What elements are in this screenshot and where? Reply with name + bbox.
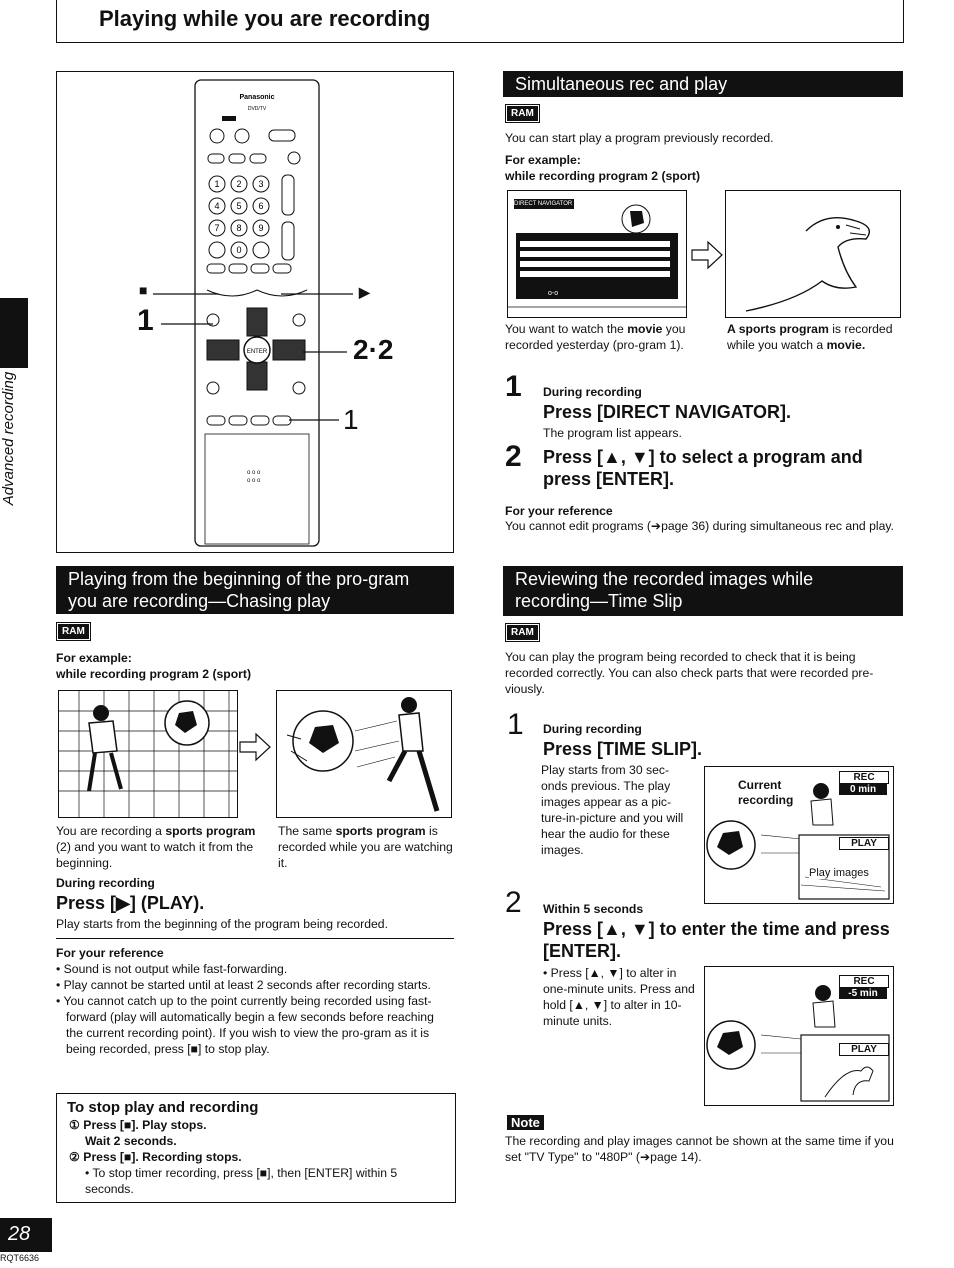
simultaneous-step-1-press: Press [DIRECT NAVIGATOR]. <box>543 402 792 422</box>
arrow-right-icon <box>690 238 724 272</box>
time-slip-intro: You can play the program being recorded to check that it is being recorded correctly. You can also check parts that were recorded pre-viously. <box>505 650 874 696</box>
svg-text:7: 7 <box>214 223 220 233</box>
chasing-when: During recording <box>56 876 155 890</box>
recording-soccer-illustration <box>58 690 238 818</box>
svg-text:6: 6 <box>258 201 264 211</box>
current-recording-label: Current recording <box>738 778 794 807</box>
chasing-press-note: Play starts from the beginning of the program being recorded. <box>56 917 388 931</box>
svg-text:9: 9 <box>258 223 264 233</box>
chasing-reference-list <box>56 961 454 1057</box>
list-item: • Play cannot be started until at least 2 seconds after recording starts. <box>56 978 431 992</box>
direct-navigator-screen-illustration <box>507 190 687 318</box>
time-slip-step-2-number: 2 <box>505 886 522 919</box>
play-label: PLAY <box>839 1043 889 1056</box>
stop-box-line-3: ② Press [■]. Recording stops. <box>69 1150 242 1164</box>
simultaneous-intro: You can start play a program previously recorded. <box>505 131 774 145</box>
simultaneous-step-1-when: During recording <box>543 385 642 399</box>
simultaneous-reference-title: For your reference <box>505 504 613 518</box>
svg-text:0: 0 <box>236 245 242 255</box>
simultaneous-step-2-press: Press [▲, ▼] to select a program and press [ENTER]. <box>543 447 863 489</box>
document-code: RQT6636 <box>0 1253 40 1263</box>
svg-text:o o o: o o o <box>247 470 261 476</box>
chasing-example-text: while recording program 2 (sport) <box>56 667 252 681</box>
svg-text:4: 4 <box>214 201 220 211</box>
divider <box>56 938 454 939</box>
side-section-label: Advanced recording <box>0 371 18 506</box>
time-slip-step-1-text: Play starts from 30 sec-onds previous. The play images appear as a pic-ture-in-picture and you will hear the audio for these images. <box>541 763 684 857</box>
note-badge: Note <box>507 1115 544 1130</box>
marker-stop: ■ <box>139 282 148 298</box>
stop-play-recording-box <box>56 1093 456 1203</box>
page-number-box <box>0 1218 52 1252</box>
section-tab-marker <box>0 298 28 368</box>
note-text: The recording and play images cannot be shown at the same time if you set "TV Type" to "480P" (➔page 14). <box>505 1134 894 1164</box>
play-label: PLAY <box>839 837 889 850</box>
dinosaur-movie-illustration <box>725 190 901 318</box>
svg-text:DVD/TV: DVD/TV <box>247 106 267 112</box>
page-title: Playing while you are recording <box>99 6 431 31</box>
stop-box-line-1: ① Press [■]. Play stops. <box>69 1118 207 1132</box>
svg-text:o-o: o-o <box>548 290 559 297</box>
simultaneous-caption-right: A sports program is recorded while you watch a movie. <box>727 322 893 352</box>
ram-badge: RAM <box>507 625 538 640</box>
stop-box-line-2: Wait 2 seconds. <box>85 1134 177 1148</box>
ram-badge: RAM <box>58 624 89 639</box>
chasing-reference-title: For your reference <box>56 946 164 960</box>
page-number: 28 <box>8 1223 31 1245</box>
list-item: • You cannot catch up to the point currently being recorded using fast-forward (play will automatically begin a few seconds before reaching the current recording point). If you wish to view the pro-gram as it is being recorded, press [■] to stop play. <box>56 994 434 1056</box>
remote-control-illustration <box>57 72 453 552</box>
rec-label: REC <box>839 771 889 784</box>
time-slip-step-1-number: 1 <box>507 708 524 741</box>
svg-text:2: 2 <box>236 179 242 189</box>
simultaneous-step-1-number: 1 <box>505 370 522 403</box>
stop-box-title: To stop play and recording <box>67 1099 259 1116</box>
time-slip-heading: Reviewing the recorded images while recording—Time Slip <box>503 566 903 616</box>
remote-illustration-box <box>56 71 454 553</box>
stop-box-line-4: • To stop timer recording, press [■], then [ENTER] within 5 seconds. <box>85 1166 398 1196</box>
chasing-example-label: For example: <box>56 651 132 665</box>
ram-badge: RAM <box>507 106 538 121</box>
time-slip-step-2-when: Within 5 seconds <box>543 902 644 916</box>
chasing-press-instruction: Press [▶] (PLAY). <box>56 893 205 913</box>
svg-text:3: 3 <box>258 179 264 189</box>
time-slip-step-1-when: During recording <box>543 722 642 736</box>
chasing-caption-right: The same sports program is recorded while you are watching it. <box>278 824 453 870</box>
watching-soccer-illustration <box>276 690 452 818</box>
simultaneous-reference-text: You cannot edit programs (➔page 36) during simultaneous rec and play. <box>505 519 894 533</box>
svg-text:8: 8 <box>236 223 242 233</box>
svg-text:5: 5 <box>236 201 242 211</box>
simultaneous-example-text: while recording program 2 (sport) <box>505 169 701 183</box>
rec-time-label: -5 min <box>839 988 887 999</box>
time-slip-current-recording-illustration <box>704 766 894 904</box>
remote-brand: Panasonic <box>239 94 275 101</box>
list-item: • Sound is not output while fast-forwarding. <box>56 962 288 976</box>
marker-step-2-2: 2·2 <box>353 334 394 365</box>
marker-step-1-right: 1 <box>343 404 359 435</box>
simultaneous-example-label: For example: <box>505 153 581 167</box>
chasing-play-heading: Playing from the beginning of the pro-gram you are recording—Chasing play <box>56 566 454 614</box>
simultaneous-step-2-number: 2 <box>505 440 522 473</box>
time-slip-step-2-text: • Press [▲, ▼] to alter in one-minute units. Press and hold [▲, ▼] to alter in 10-minute units. <box>543 966 695 1028</box>
rec-label: REC <box>839 975 889 988</box>
arrow-right-icon <box>238 730 272 764</box>
chasing-caption-left: You are recording a sports program (2) and you want to watch it from the beginning. <box>56 824 256 870</box>
screen-title: DIRECT NAVIGATOR <box>514 201 573 207</box>
marker-step-1-left: 1 <box>137 304 154 337</box>
rec-time-label: 0 min <box>839 784 887 795</box>
time-slip-step-1-press: Press [TIME SLIP]. <box>543 739 703 759</box>
svg-text:1: 1 <box>214 179 220 189</box>
simultaneous-caption-left: You want to watch the movie you recorded yesterday (pro-gram 1). <box>505 322 686 352</box>
svg-text:o o o: o o o <box>247 478 261 484</box>
page-title-box <box>56 0 904 43</box>
svg-text:ENTER: ENTER <box>246 349 268 355</box>
simultaneous-step-1-note: The program list appears. <box>543 426 682 440</box>
time-slip-step-2-press: Press [▲, ▼] to enter the time and press [ENTER]. <box>543 919 890 961</box>
simultaneous-heading: Simultaneous rec and play <box>503 71 903 97</box>
play-images-label: Play images <box>809 867 869 879</box>
marker-play: ▶ <box>359 284 370 300</box>
time-slip-minus-5-illustration <box>704 966 894 1106</box>
